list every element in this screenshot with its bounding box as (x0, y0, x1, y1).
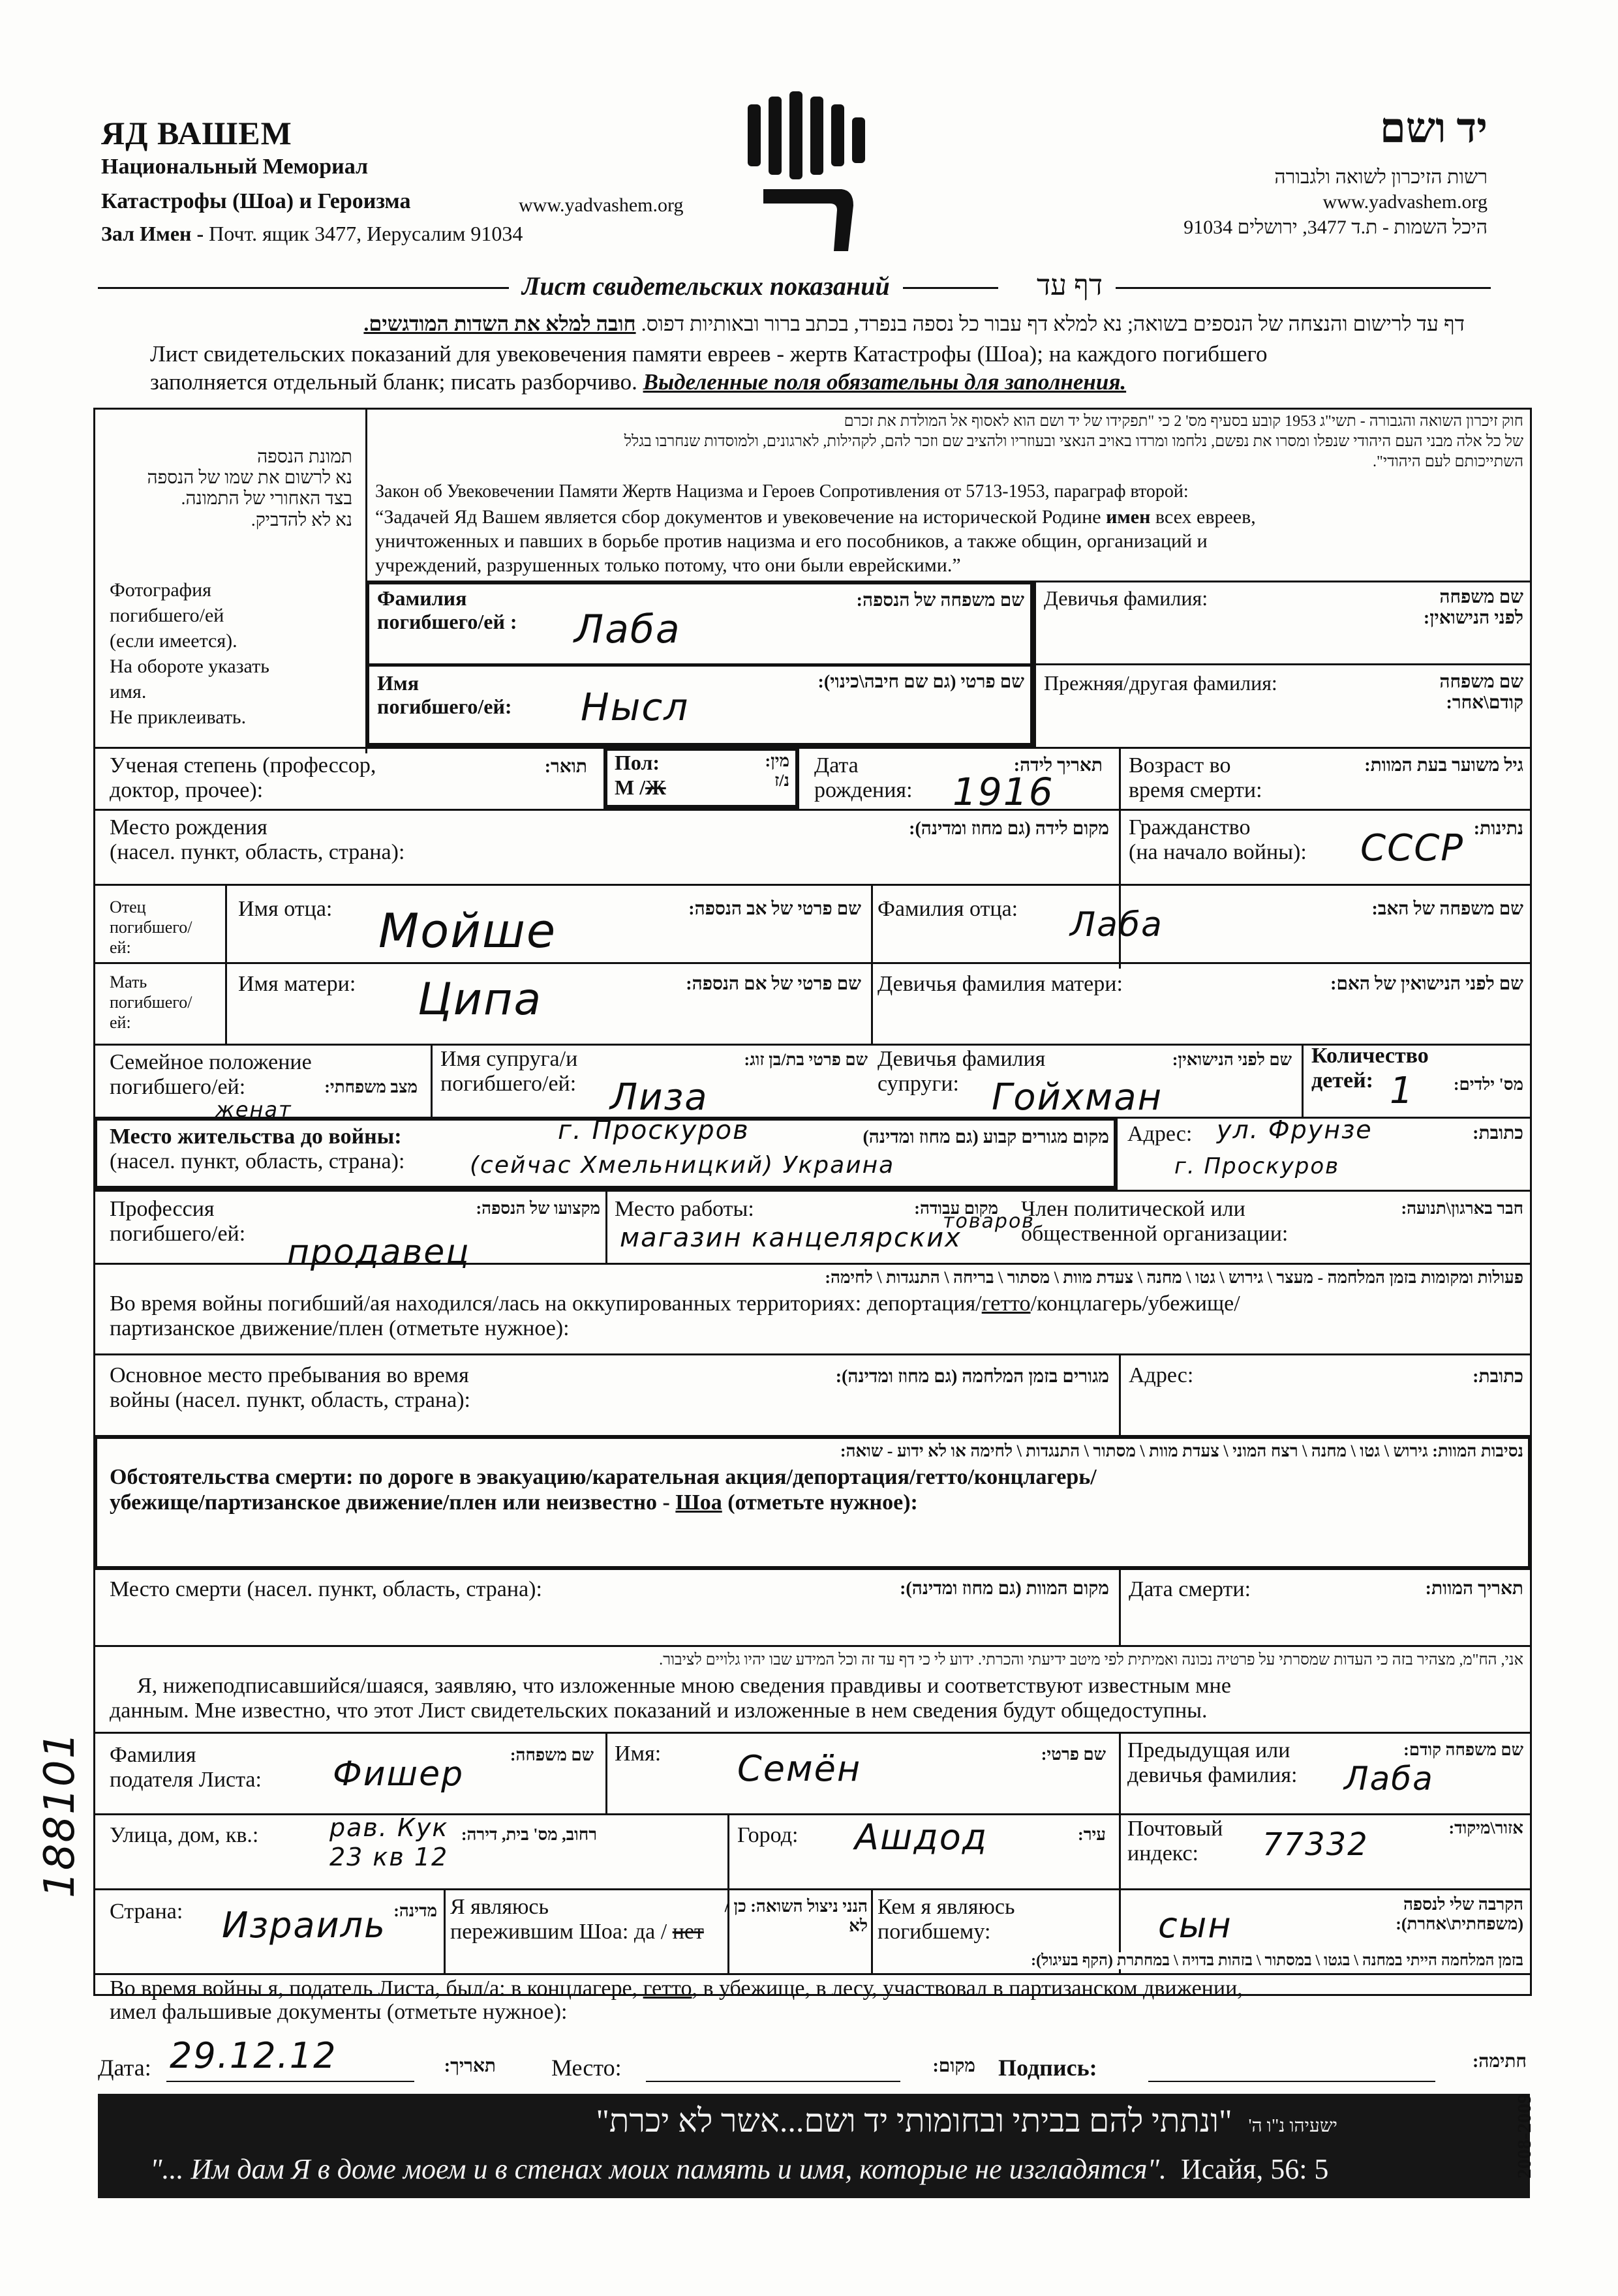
submitter-war-ghetto-selected: гетто (643, 1976, 692, 2001)
declaration-ru-2: данным. Мне известно, что этот Лист свидетельских показаний и изложенные в нем сведения будут общедоступны. (110, 1699, 1208, 1723)
submitter-war-ru-1c: , в убежище, в лесу, участвовал в партизанском движении, (692, 1976, 1243, 2001)
submitter-surname-label: Фамилия подателя Листа: (110, 1743, 262, 1792)
spouse-maiden-value[interactable]: Гойхман (992, 1076, 1163, 1119)
relation-value[interactable]: сын (1158, 1905, 1232, 1946)
website-left: www.yadvashem.org (519, 194, 684, 216)
quote-ru-text: "... Им дам Я в доме моем и в стенах моих память и имя, которые не изгладятся". (150, 2153, 1167, 2185)
profession-label: Профессия погибшего/ей: (110, 1197, 246, 1246)
submitter-col-city (727, 1813, 729, 1973)
survivor-label-2[interactable] (450, 1920, 704, 1944)
age-label: Возраст во время смерти: (1129, 753, 1262, 803)
workplace-label: Место работы: (615, 1197, 754, 1221)
quote-ru-src: Исайя, 56: 5 (1181, 2153, 1329, 2185)
place-line[interactable] (646, 2081, 900, 2082)
org-line2-ru: Национальный Мемориал (101, 155, 369, 179)
death-ru-2c: (отметьте нужное): (722, 1490, 918, 1515)
law-he-1: חוק זיכרון השואה והגבורה - תשי"ג 1953 קובע בסעיף מס' 2 כי "תפקידו של יד ושם הוא לאסוף אל המולדת את זכרם (844, 413, 1523, 430)
instructions-he-text: דף עד לרישום והנצחה של הנספים בשואה; נא למלא דף עבור כל נספה בנפרד, בכתב ברור ובאותיות דפוס. (641, 312, 1465, 335)
row-rule-15 (93, 1973, 1532, 1975)
law-he-2: של כל אלה מבני העם היהודי שנפלו ומסרו את נפשם, נלחמו ומרדו באויב הנאצי ובעוזריו ולהציב שם וזכר להם, לקהילות, לארגונים, ולמוסדות שנחרבו בגלל (624, 433, 1523, 450)
surname-label-he: שם משפחה של הנספה: (856, 590, 1024, 611)
row-rule-2 (93, 809, 1532, 811)
org-line4-ru (101, 222, 523, 246)
death-ru-2[interactable] (110, 1490, 918, 1515)
profession-value[interactable]: продавец (287, 1233, 470, 1272)
sex-options[interactable] (615, 776, 666, 800)
death-place-label: Место смерти (насел. пункт, область, страна): (110, 1577, 542, 1601)
residence-value-2[interactable]: (сейчас Хмельницкий) Украина (470, 1152, 895, 1179)
submitter-war-he-text: בזמן המלחמה הייתי במחנה \ בגטו \ במסתור \ בזהות בדויה \ במחתרת (הקף בעיגול): (1031, 1952, 1523, 1969)
form-title-he: דף עד (998, 269, 1116, 302)
sex-option-f: Ж (645, 776, 666, 799)
survivor-yes: пережившим Шоа: да / (450, 1920, 673, 1944)
law-ru-2b: имен (1106, 506, 1151, 528)
family-value[interactable]: женат (215, 1097, 292, 1122)
spouse-label: Имя супруга/и погибшего/ей: (440, 1047, 578, 1096)
war-place-label-he: מגורים בזמן המלחמה (גם מחוז ומדינה): (835, 1367, 1109, 1387)
children-value[interactable]: 1 (1390, 1070, 1414, 1112)
firstname-label: Имя погибшего/ей: (377, 671, 512, 718)
city-value[interactable]: Ашдод (855, 1817, 988, 1858)
war-address-divider (1119, 1353, 1121, 1435)
form-title-ru: Лист свидетельских показаний (509, 271, 903, 301)
org-title-he: יד ושם (1379, 105, 1488, 151)
instructions-ru-1: Лист свидетельских показаний для увековечения памяти евреев - жертв Катастрофы (Шоа); на каждого погибшего (150, 341, 1268, 367)
wartime-ru-1c: /концлагерь/убежище/ (1030, 1292, 1240, 1316)
instructions-he (95, 312, 1465, 336)
name-rule (365, 663, 1034, 667)
zip-label-he: אזור\מיקוד: (1448, 1819, 1523, 1837)
declaration-ru-1: Я, нижеподписавшийся/шаяся, заявляю, что изложенные мною сведения правдивы и соответствуют известным мне (137, 1674, 1231, 1698)
relation-label-he: הקרבה שלי לנספה (משפחתית\אחרת): (1396, 1895, 1523, 1933)
signature-line[interactable] (1148, 2081, 1435, 2082)
mother-name-label-he: שם פרטי של אם הנספה: (686, 974, 861, 994)
name-divider (1034, 581, 1036, 747)
submitter-war-ru-1[interactable] (110, 1976, 1243, 2001)
zip-value[interactable]: 77332 (1262, 1826, 1369, 1863)
father-name-label: Имя отца: (238, 897, 333, 921)
firstname-label-he: שם פרטי (גם שם חיבה\כינוי): (817, 672, 1024, 692)
street-label: Улица, дом, кв.: (110, 1823, 259, 1847)
row-rule-13 (93, 1813, 1532, 1815)
death-he: נסיבות המוות: גירוש \ גטו \ מחנה \ רצח המוני \ צעדת מוות \ מסתור \ התנגדות \ לחימה או לא ידוע - שואה: (840, 1442, 1523, 1460)
relation-label: Кем я являюсь погибшему: (878, 1895, 1015, 1944)
spouse-label-he: שם פרטי בת/בן זוג: (744, 1050, 868, 1069)
submitter-prev-value[interactable]: Лаба (1344, 1760, 1434, 1798)
death-date-label: Дата смерти: (1129, 1577, 1251, 1601)
wartime-ghetto-selected: гетто (981, 1292, 1031, 1316)
war-place-label: Основное место пребывания во время войны (насел. пункт, область, страна): (110, 1363, 470, 1413)
age-label-he: גיל משוער בעת המוות: (1364, 755, 1523, 776)
city-label-he: עיר: (1078, 1825, 1106, 1844)
survivor-label-he: הנני ניצול השואה: כן / לא (724, 1897, 868, 1935)
street-label-he: רחוב, מס' בית, דירה: (461, 1825, 597, 1844)
row-rule-12 (93, 1732, 1532, 1734)
photo-instruction-ru: Фотография погибшего/ей (если имеется). На обороте указать имя. Не приклеивать. (110, 579, 269, 728)
submitter-war-ru-2: имел фальшивые документы (отметьте нужное): (110, 2000, 568, 2024)
maiden-rule (1034, 663, 1532, 665)
citizenship-value[interactable]: СССР (1360, 827, 1465, 869)
yad-vashem-logo-icon (744, 91, 874, 261)
submitter-name-label: Имя: (615, 1742, 662, 1766)
mother-maiden-label: Девичья фамилия матери: (878, 972, 1123, 996)
profession-label-he: מקצועו של הנספה: (476, 1199, 600, 1218)
declaration-he: אני, הח"מ, מצהיר בזה כי העדות שמסרתי על פרטיה נכונה ואמיתית לפי מיטב ידיעתי והכרתי. ידוע לי כי דף עד זה וכל המידע שבו יהיו גלויים לציבור. (659, 1652, 1523, 1669)
zip-label: Почтовый индекс: (1127, 1817, 1223, 1866)
row-rule-4 (93, 962, 1532, 964)
law-ru-2 (375, 506, 1256, 528)
law-ru-1: Закон об Увековечении Памяти Жертв Нацизма и Героев Сопротивления от 5713-1953, параграф второй: (375, 481, 1189, 502)
father-name-label-he: שם פרטי של אב הנספה: (688, 899, 861, 919)
firstname-value[interactable]: Нысл (581, 685, 690, 729)
law-ru-4: учреждений, разрушенных только потому, что они были еврейскими.” (375, 554, 961, 576)
instructions-ru-required: Выделенные поля обязательны для заполнения. (643, 369, 1127, 395)
submitter-war-ru-1a: Во время войны я, податель Листа, был/а: в концлагере, (110, 1976, 643, 2001)
citizenship-label-he: נתינות: (1473, 819, 1523, 839)
death-ru-2a: убежище/партизанское движение/плен или неизвестно - (110, 1490, 676, 1515)
father-surname-label: Фамилия отца: (878, 897, 1018, 921)
maiden-label: Девичья фамилия: (1044, 586, 1208, 610)
father-side-label: Отец погибшего/ ей: (110, 898, 192, 958)
death-ru-1: Обстоятельства смерти: по дороге в эвакуацию/карательная акция/депортация/гетто/концлагерь/ (110, 1465, 1097, 1489)
row-rule-7 (93, 1190, 1532, 1192)
political-label-he: חבר בארגון\תנועה: (1401, 1199, 1523, 1218)
survivor-label-1: Я являюсь (450, 1895, 549, 1919)
children-divider (1302, 1044, 1304, 1117)
submitter-prev-label-he: שם משפחה קודם: (1403, 1740, 1523, 1759)
submitter-surname-value[interactable]: Фишер (333, 1755, 465, 1794)
country-label: Страна: (110, 1899, 183, 1924)
date-line (166, 2081, 414, 2082)
sex-option-m: М / (615, 776, 646, 799)
residence-value-1[interactable]: г. Проскуров (558, 1115, 750, 1145)
row-rule-9 (93, 1353, 1532, 1355)
quote-ru (150, 2152, 1328, 2186)
country-label-he: מדינה: (393, 1901, 437, 1920)
mother-side-label: Мать погибшего/ ей: (110, 973, 192, 1033)
date-value[interactable]: 29.12.12 (170, 2035, 337, 2076)
war-address-label: Адрес: (1129, 1363, 1194, 1387)
signature-label: Подпись: (998, 2055, 1097, 2081)
org-line4-bold: Зал Имен - (101, 222, 204, 245)
mother-name-label: Имя матери: (238, 972, 356, 996)
maiden-top-rule (1034, 581, 1532, 582)
mother-maiden-label-he: שם לפני הנישואין של האם: (1330, 974, 1523, 994)
dob-label: Дата рождения: (814, 753, 913, 803)
family-label: Семейное положение погибшего/ей: (110, 1050, 312, 1100)
spouse-maiden-label-he: שם לפני הנישואין: (1172, 1050, 1292, 1069)
side-years: 2008-2009 (1514, 2094, 1535, 2179)
workplace-divider (605, 1190, 607, 1263)
prev-surname-label: Прежняя/другая фамилия: (1044, 671, 1277, 695)
father-surname-value[interactable]: Лаба (1070, 905, 1163, 944)
residence-sub: (насел. пункт, область, страна): (110, 1149, 405, 1173)
workplace-value-1[interactable]: магазин канцелярских (620, 1223, 962, 1253)
photo-instruction-he: תמונת הנספה נא לרשום את שמו של הנספה בצד האחורי של התמונה. נא לא להדביק. (147, 447, 352, 530)
submitter-name-value[interactable]: Семён (737, 1748, 862, 1789)
family-label-he: מצב משפחתי: (324, 1078, 418, 1096)
address-value-2[interactable]: г. Проскуров (1174, 1153, 1340, 1179)
date-label-he: תאריך: (444, 2056, 496, 2076)
war-address-label-he: כתובת: (1473, 1367, 1523, 1387)
address-value-1[interactable]: ул. Фрунзе (1217, 1115, 1373, 1144)
workplace-value-2[interactable]: товаров (943, 1210, 1035, 1233)
submitter-name-label-he: שם פרטי: (1041, 1745, 1106, 1764)
signature-label-he: חתימה: (1472, 2051, 1527, 2072)
submitter-col-1 (605, 1732, 607, 1813)
website-right: www.yadvashem.org (1322, 191, 1488, 213)
row-rule-8 (93, 1263, 1532, 1265)
father-name-value[interactable]: Мойше (378, 903, 557, 958)
father-surname-label-he: שם משפחה של האב: (1371, 899, 1523, 919)
wartime-ru-2: партизанское движение/плен (отметьте нужное): (110, 1316, 570, 1340)
dob-label-he: תאריך לידה: (1013, 755, 1103, 776)
law-he-3: השתייכותם לעם היהודי". (1373, 453, 1523, 470)
wartime-ru-1[interactable] (110, 1292, 1240, 1316)
row-rule-14 (93, 1888, 1532, 1890)
children-label-he: מס' ילדים: (1453, 1075, 1523, 1094)
maiden-label-he: שם משפחה לפני הנישואין: (1423, 587, 1523, 629)
law-ru-2c: всех евреев, (1150, 506, 1256, 528)
submitter-prev-label: Предыдущая или девичья фамилия: (1127, 1738, 1298, 1788)
death-place-label-he: מקום המוות (גם מחוז ומדינה): (900, 1578, 1109, 1599)
submitter-col-2 (1119, 1732, 1121, 1973)
instructions-ru-2-text: заполняется отдельный бланк; писать разборчиво. (150, 369, 637, 395)
dob-value[interactable]: 1916 (953, 770, 1054, 814)
submitter-surname-label-he: שם משפחה: (510, 1745, 594, 1764)
address-label: Адрес: (1127, 1122, 1193, 1146)
degree-label: Ученая степень (профессор, доктор, прочее): (110, 753, 376, 803)
mother-name-value[interactable]: Ципа (418, 974, 543, 1025)
submitter-war-he (110, 1952, 1523, 1971)
row-rule-1 (93, 747, 1532, 749)
residence-label: Место жительства до войны: (110, 1125, 402, 1149)
surname-label: Фамилия погибшего/ей : (377, 586, 517, 633)
death-date-label-he: תאריך המוות: (1425, 1578, 1523, 1599)
quote-he-text: "ונתתי להם בביתי ובחומותי יד ושם...אשר לא יכרת" (596, 2102, 1232, 2139)
death-date-divider (1119, 1570, 1121, 1645)
instructions-he-bold: חובה למלא את השדות המודגשים. (363, 312, 636, 335)
row-rule-3 (93, 884, 1532, 886)
surname-value[interactable]: Лаба (574, 607, 681, 652)
street-value-1[interactable]: рав. Кук (329, 1813, 449, 1842)
place-label-he: מקום: (932, 2056, 975, 2076)
sex-label-he: מין: נ/ז (765, 751, 789, 790)
citizenship-label: Гражданство (на начало войны): (1129, 815, 1307, 865)
instructions-ru-2 (150, 369, 1126, 395)
birthplace-label-he: מקום לידה (גם מחוז ומדינה): (909, 819, 1109, 839)
street-value-2[interactable]: 23 кв 12 (329, 1843, 449, 1871)
quote-he-src: ישעיהו נ"ו ה' (1248, 2116, 1337, 2136)
city-label: Город: (737, 1823, 799, 1847)
org-line4-text: Почт. ящик 3477, Иерусалим 91034 (204, 222, 523, 245)
date-label: Дата: (98, 2055, 151, 2081)
country-value[interactable]: Израиль (222, 1905, 386, 1946)
address-label-he: כתובת: (1473, 1123, 1523, 1143)
spouse-value[interactable]: Лиза (610, 1076, 709, 1119)
spouse-maiden-label: Девичья фамилия супруги: (878, 1047, 1046, 1096)
political-label: Член политической или общественной организации: (1021, 1197, 1289, 1246)
spouse-divider (431, 1044, 433, 1117)
survivor-no-struck: нет (672, 1920, 704, 1944)
law-ru-2a: “Задачей Яд Вашем является сбор документов и увековечение на исторической Родине (375, 506, 1107, 528)
org-line3-ru: Катастрофы (Шоа) и Героизма (101, 189, 411, 213)
law-ru-3: уничтоженных и павших в борьбе против нацизма и его пособников, а также общин, организаций и (375, 530, 1208, 552)
row-rule-11 (93, 1645, 1532, 1647)
residence-label-he: מקום מגורים קבוע (גם מחוז ומדינה) (862, 1127, 1109, 1147)
sex-label: Пол: (615, 751, 660, 774)
children-label: Количество детей: (1311, 1044, 1429, 1093)
prev-surname-label-he: שם משפחה קודם\אחר: (1439, 672, 1523, 714)
wartime-he: פעולות ומקומות בזמן המלחמה - מעצר \ גירוש \ גטו \ מחנה \ צעדת מוות \ מסתור \ בריחה \ התנגדות \ לחימה: (825, 1268, 1523, 1287)
place-label: Место: (551, 2055, 622, 2081)
birthplace-label: Место рождения (насел. пункт, область, страна): (110, 815, 405, 865)
death-shoah-selected: Шоа (675, 1490, 722, 1515)
org-line2-he: רשות הזיכרון לשואה ולגבורה (1274, 166, 1488, 188)
wartime-ru-1a: Во время войны погибший/ая находился/лась на оккупированных территориях: депортация/ (110, 1292, 982, 1316)
side-handwritten-number: 188101 (36, 1730, 84, 1898)
org-title-ru: ЯД ВАШЕМ (101, 115, 292, 151)
workplace-label-he: מקום עבודה: (914, 1199, 998, 1218)
degree-label-he: תואר: (544, 757, 587, 777)
quote-he (111, 2102, 1337, 2139)
org-line4-he: היכל השמות - ת.ד 3477, ירושלים 91034 (1183, 217, 1488, 238)
